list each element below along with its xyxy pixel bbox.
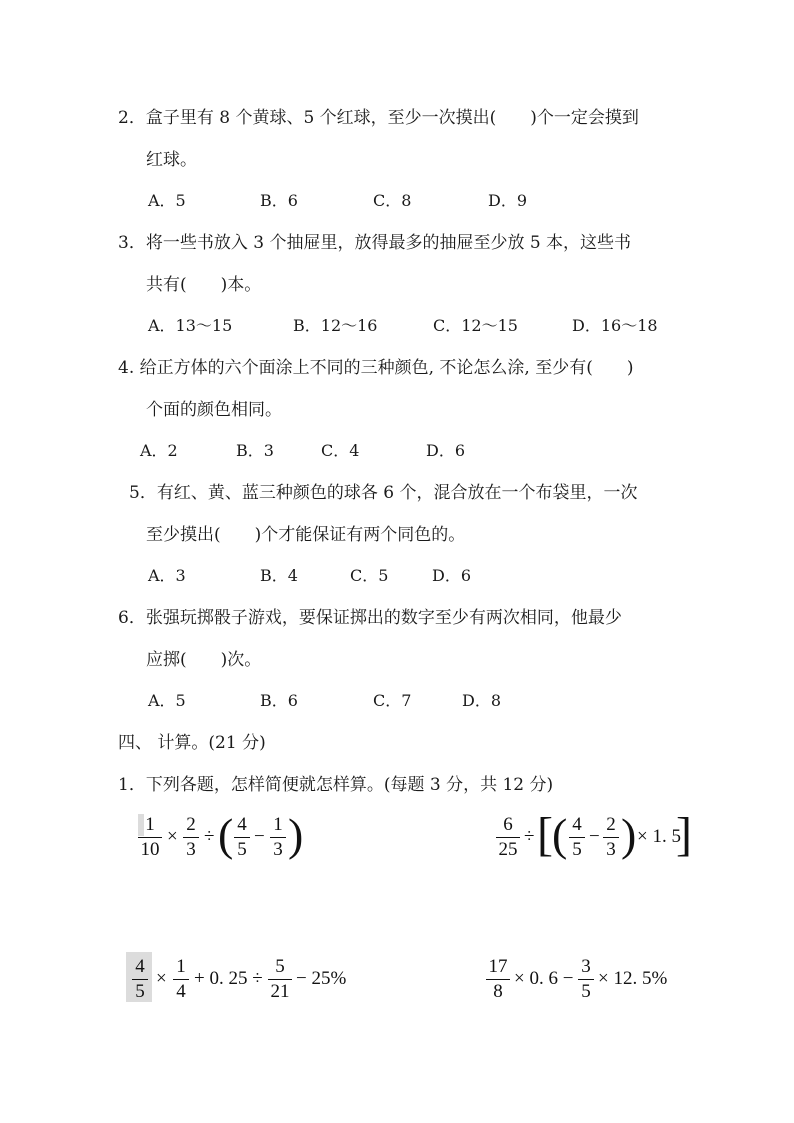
option-c: C．12～15 xyxy=(433,316,518,335)
operator: ÷ xyxy=(204,826,215,847)
expression-tail: − 25% xyxy=(296,968,347,989)
fraction: 1 4 xyxy=(173,956,189,1003)
question-6-line-2: 应掷( )次。 xyxy=(146,650,262,670)
option-b: B．12～16 xyxy=(293,316,378,335)
fraction: 1 3 xyxy=(270,814,286,861)
expression-2 xyxy=(496,808,692,862)
operator: ÷ xyxy=(524,826,535,847)
right-paren: ) xyxy=(288,809,304,860)
option-b: B．4 xyxy=(260,566,298,585)
question-4-line-2: 个面的颜色相同。 xyxy=(146,400,282,420)
expression-middle: × 0. 6 − xyxy=(514,968,574,989)
question-6-line-1: 6．张强玩掷骰子游戏，要保证掷出的数字至少有两次相同，他最少 xyxy=(118,608,622,628)
operator: × xyxy=(167,826,178,847)
operator: − xyxy=(589,826,600,847)
fraction: 6 25 xyxy=(496,814,520,861)
question-3-line-2: 共有( )本。 xyxy=(146,275,262,295)
expression-1 xyxy=(138,809,308,862)
fraction: 1 10 xyxy=(138,814,162,861)
option-b: B．6 xyxy=(260,691,298,710)
fraction: 5 21 xyxy=(268,956,292,1003)
option-b: B．6 xyxy=(260,191,298,210)
option-c: C．7 xyxy=(373,691,412,710)
expression-3 xyxy=(126,952,356,1004)
option-d: D．16～18 xyxy=(572,316,658,335)
expression-tail: × 12. 5% xyxy=(598,968,668,989)
option-a: A．5 xyxy=(148,691,186,710)
section-4-heading: 四、 计算。(21 分) xyxy=(118,733,266,753)
option-a: A．3 xyxy=(148,566,186,585)
question-2-line-2: 红球。 xyxy=(146,150,197,170)
question-5-line-2: 至少摸出( )个才能保证有两个同色的。 xyxy=(146,525,466,545)
fraction: 2 3 xyxy=(183,814,199,861)
expression-tail: × 1. 5 xyxy=(637,826,681,847)
option-d: D．8 xyxy=(462,691,502,710)
option-d: D．9 xyxy=(488,191,528,210)
option-c: C．8 xyxy=(373,191,412,210)
fraction: 2 3 xyxy=(603,814,619,861)
expression-middle: + 0. 25 ÷ xyxy=(194,968,263,989)
question-4-line-1: 4. 给正方体的六个面涂上不同的三种颜色, 不论怎么涂, 至少有( ) xyxy=(118,358,634,378)
fraction: 3 5 xyxy=(578,956,594,1003)
operator: × xyxy=(156,968,167,989)
left-bracket: [ xyxy=(537,808,553,861)
option-a: A．5 xyxy=(148,191,186,210)
option-a: A．2 xyxy=(140,441,178,460)
fraction: 4 5 xyxy=(569,814,585,861)
option-a: A．13～15 xyxy=(148,316,233,335)
option-b: B．3 xyxy=(236,441,274,460)
question-3-line-1: 3．将一些书放入 3 个抽屉里，放得最多的抽屉至少放 5 本，这些书 xyxy=(118,233,632,253)
option-c: C．5 xyxy=(350,566,389,585)
section-4-sub-question-1: 1．下列各题，怎样简便就怎样算。(每题 3 分，共 12 分) xyxy=(118,775,554,795)
question-2-line-1: 2．盒子里有 8 个黄球、5 个红球，至少一次摸出( )个一定会摸到 xyxy=(118,108,639,128)
fraction: 17 8 xyxy=(486,956,510,1003)
right-paren: ) xyxy=(621,809,637,860)
expression-4 xyxy=(486,952,686,1004)
option-d: D．6 xyxy=(432,566,472,585)
right-bracket: ] xyxy=(676,808,692,861)
left-paren: ( xyxy=(552,809,568,860)
operator: − xyxy=(254,826,265,847)
fraction: 4 5 xyxy=(132,956,148,1003)
option-c: C．4 xyxy=(321,441,360,460)
fraction: 4 5 xyxy=(234,814,250,861)
left-paren: ( xyxy=(218,809,234,860)
question-5-line-1: 5．有红、黄、蓝三种颜色的球各 6 个，混合放在一个布袋里，一次 xyxy=(129,483,638,503)
option-d: D．6 xyxy=(426,441,466,460)
